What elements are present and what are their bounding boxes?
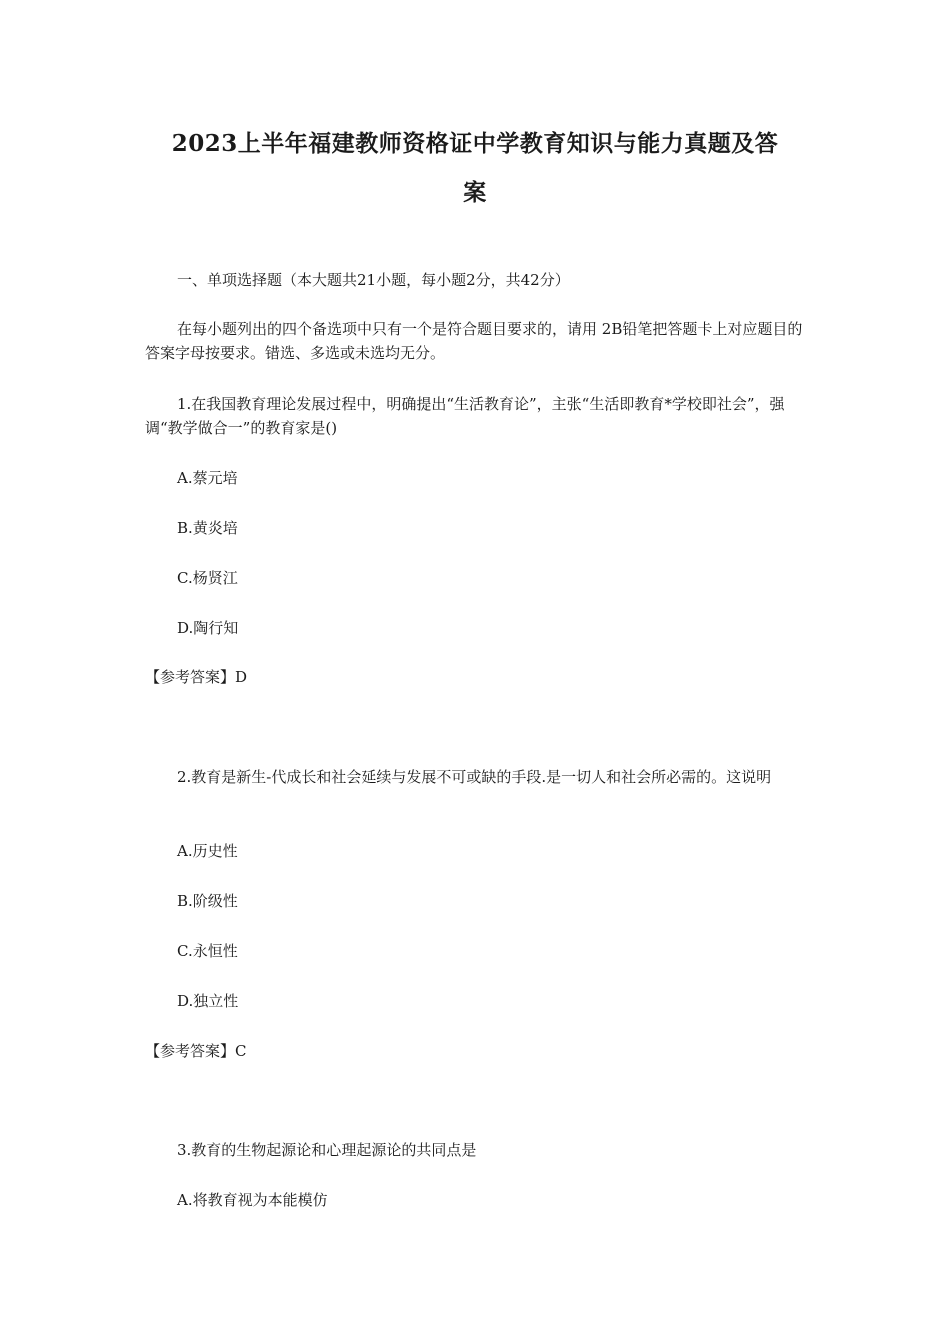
question-1-option-b: B.黄炎培	[177, 519, 238, 537]
question-2-option-b: B.阶级性	[177, 892, 238, 910]
question-2-option-a: A.历史性	[177, 842, 238, 860]
question-2-stem: 2.教育是新生-代成长和社会延续与发展不可或缺的手段.是一切人和社会所必需的。这说明	[177, 768, 772, 786]
question-1-answer: 【参考答案】D	[145, 668, 248, 686]
question-1-option-d: D.陶行知	[177, 619, 239, 637]
question-1-stem: 1.在我国教育理论发展过程中，明确提出“生活教育论”，主张“生活即教育*学校即社会”，强调“教学做合一”的教育家是()	[145, 395, 785, 437]
question-1-option-a: A.蔡元培	[177, 469, 238, 487]
question-1-option-c: C.杨贤江	[177, 569, 238, 587]
question-2-option-c: C.永恒性	[177, 942, 238, 960]
question-3-stem: 3.教育的生物起源论和心理起源论的共同点是	[177, 1141, 477, 1159]
document-title-line-1: 2023上半年福建教师资格证中学教育知识与能力真题及答	[171, 130, 779, 157]
question-3-option-a: A.将教育视为本能模仿	[177, 1191, 328, 1209]
question-2-answer: 【参考答案】C	[145, 1042, 247, 1060]
document-title-line-2: 案	[463, 179, 487, 206]
section-heading: 一、单项选择题（本大题共21小题，每小题2分，共42分）	[177, 271, 570, 289]
instructions-paragraph: 在每小题列出的四个备选项中只有一个是符合题目要求的，请用 2B铅笔把答题卡上对应题目的答案字母按要求。错选、多选或未选均无分。	[145, 320, 803, 362]
question-2-option-d: D.独立性	[177, 992, 239, 1010]
